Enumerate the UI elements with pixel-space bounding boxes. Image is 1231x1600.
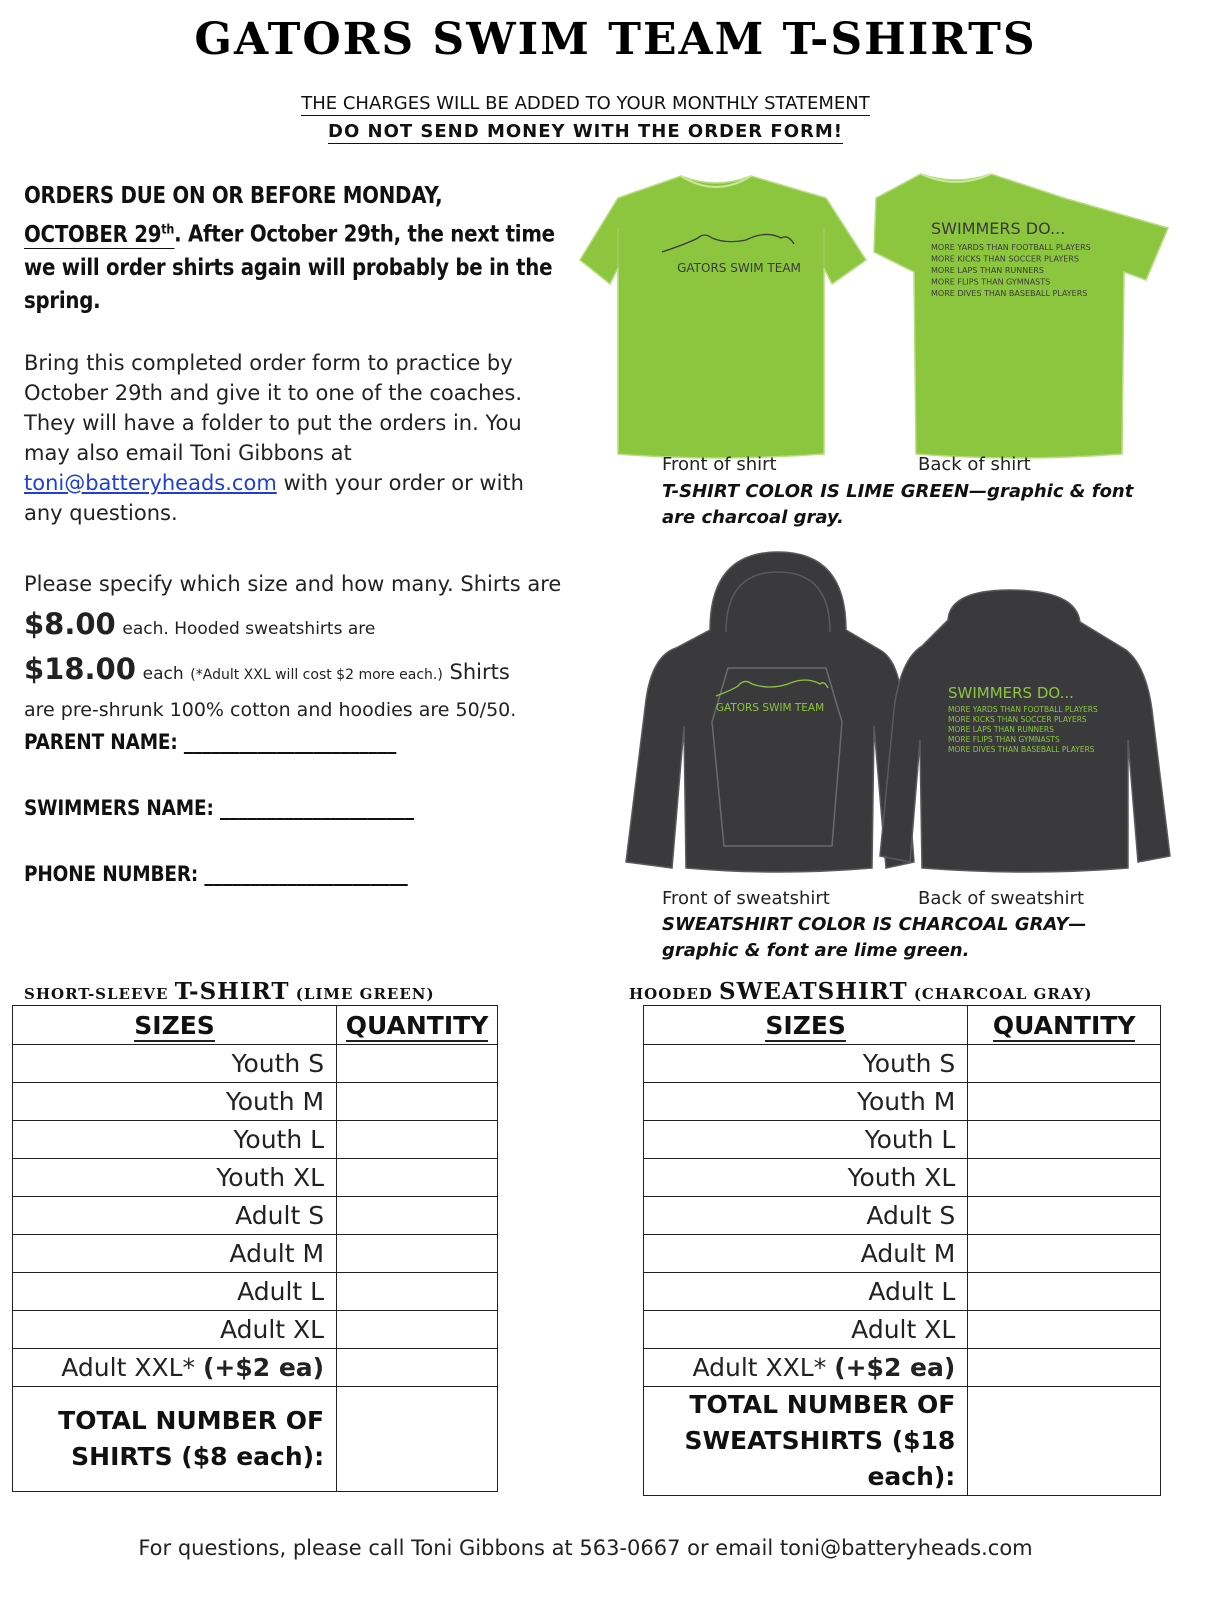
quantity-header <box>968 1006 1161 1045</box>
table-row <box>644 1349 1161 1387</box>
tshirt-illustration <box>576 168 1176 460</box>
tshirt-back-image <box>874 174 1168 458</box>
tshirt-back-line: MORE YARDS THAN FOOTBALL PLAYERS <box>931 243 1091 252</box>
tshirt-back-line: MORE LAPS THAN RUNNERS <box>931 266 1044 275</box>
pricing-part4: Shirts <box>449 660 510 684</box>
size-cell: Adult XL <box>13 1311 337 1349</box>
due-date-text: OCTOBER 29 <box>24 221 162 248</box>
quantity-cell[interactable] <box>337 1159 498 1197</box>
size-cell-xxl <box>13 1349 337 1387</box>
table-row <box>644 1311 1161 1349</box>
total-row <box>644 1387 1161 1496</box>
pricing-part5: are pre-shrunk 100% cotton and hoodies are 50/50. <box>24 699 517 721</box>
total-row <box>13 1387 498 1492</box>
table-row <box>13 1083 498 1121</box>
sweatshirt-color-note-2: graphic & font are lime green. <box>662 940 970 961</box>
sweatshirt-back-title: SWIMMERS DO... <box>948 684 1074 702</box>
table-row <box>13 1235 498 1273</box>
due-date-sup: th <box>161 222 175 237</box>
tshirt-table-title <box>24 978 435 1005</box>
table-row <box>13 1045 498 1083</box>
quantity-cell[interactable] <box>968 1197 1161 1235</box>
tshirt-front-image <box>580 176 866 458</box>
table-row <box>644 1045 1161 1083</box>
quantity-cell[interactable] <box>968 1083 1161 1121</box>
tshirt-back-line: MORE DIVES THAN BASEBALL PLAYERS <box>931 289 1088 298</box>
quantity-cell[interactable] <box>968 1159 1161 1197</box>
size-cell: Adult L <box>644 1273 968 1311</box>
table-row <box>644 1273 1161 1311</box>
sizes-header-text: SIZES <box>765 1010 846 1040</box>
no-money-warning <box>0 121 1171 142</box>
size-cell: Youth M <box>644 1083 968 1121</box>
sweatshirt-back-caption: Back of sweatshirt <box>918 888 1084 909</box>
sweatshirt-back-line: MORE DIVES THAN BASEBALL PLAYERS <box>948 745 1095 754</box>
size-cell: Adult S <box>644 1197 968 1235</box>
quantity-cell[interactable] <box>337 1235 498 1273</box>
size-cell: Youth L <box>13 1121 337 1159</box>
xxl-label: Adult XXL* <box>61 1353 203 1382</box>
total-label: TOTAL NUMBER OF SWEATSHIRTS ($18 each): <box>644 1387 968 1496</box>
tshirt-title-big: T-SHIRT <box>174 978 290 1005</box>
charges-note <box>0 93 1171 114</box>
size-cell: Youth M <box>13 1083 337 1121</box>
page-title: GATORS SWIM TEAM T-SHIRTS <box>194 14 1037 65</box>
table-row <box>644 1197 1161 1235</box>
size-cell: Youth L <box>644 1121 968 1159</box>
tshirt-title-part2: (LIME GREEN) <box>289 985 435 1003</box>
size-cell-xxl <box>644 1349 968 1387</box>
sizes-header-text: SIZES <box>134 1010 215 1040</box>
sweatshirt-order-table <box>643 1005 1161 1496</box>
tshirt-front-caption: Front of shirt <box>662 454 777 475</box>
sweatshirt-front-caption: Front of sweatshirt <box>662 888 830 909</box>
sweatshirt-color-note <box>662 912 1162 964</box>
tshirt-back-line: MORE KICKS THAN SOCCER PLAYERS <box>931 254 1079 264</box>
quantity-cell[interactable] <box>337 1349 498 1387</box>
table-header-row <box>644 1006 1161 1045</box>
sweatshirt-table-title <box>629 978 1093 1005</box>
total-quantity-cell[interactable] <box>968 1387 1161 1496</box>
sweatshirt-back-line: MORE KICKS THAN SOCCER PLAYERS <box>948 715 1087 724</box>
parent-name-line: _______________________ <box>183 730 397 754</box>
tshirt-order-table <box>12 1005 498 1492</box>
sweatshirt-title-part1: HOODED <box>629 985 719 1003</box>
xxl-extra-label: (+$2 ea) <box>202 1353 325 1382</box>
tshirt-title-part1: SHORT-SLEEVE <box>24 985 175 1003</box>
charges-text: THE CHARGES WILL BE ADDED TO YOUR MONTHLY STATEMENT <box>301 93 870 114</box>
total-label: TOTAL NUMBER OF SHIRTS ($8 each): <box>13 1387 337 1492</box>
sweatshirt-illustration <box>620 550 1180 880</box>
sweatshirt-title-part2: (CHARCOAL GRAY) <box>907 985 1093 1003</box>
sweatshirt-front-image <box>626 552 914 872</box>
quantity-cell[interactable] <box>968 1349 1161 1387</box>
footer-contact: For questions, please call Toni Gibbons at 563-0667 or email toni@batteryheads.com <box>138 1536 1033 1560</box>
quantity-header-text: QUANTITY <box>345 1010 489 1040</box>
tshirt-back-line: MORE FLIPS THAN GYMNASTS <box>931 277 1051 287</box>
table-row <box>13 1311 498 1349</box>
quantity-cell[interactable] <box>337 1273 498 1311</box>
xxl-label: Adult XXL* <box>692 1353 835 1382</box>
sweatshirt-back-line: MORE YARDS THAN FOOTBALL PLAYERS <box>948 705 1098 714</box>
size-cell: Youth S <box>644 1045 968 1083</box>
xxl-note: (*Adult XXL will cost $2 more each.) <box>190 667 443 683</box>
sweatshirt-title-big: SWEATSHIRT <box>718 978 908 1005</box>
quantity-cell[interactable] <box>968 1121 1161 1159</box>
instructions-after: with your order or with any questions. <box>24 471 524 525</box>
quantity-header <box>337 1006 498 1045</box>
due-date-notice <box>24 180 564 318</box>
email-link[interactable]: toni@batteryheads.com <box>24 471 277 495</box>
quantity-header-text: QUANTITY <box>992 1010 1136 1040</box>
size-cell: Adult L <box>13 1273 337 1311</box>
table-row <box>644 1159 1161 1197</box>
quantity-cell[interactable] <box>337 1121 498 1159</box>
swimmer-name-field[interactable] <box>24 796 414 820</box>
table-row <box>13 1349 498 1387</box>
size-cell: Adult M <box>13 1235 337 1273</box>
due-line1: ORDERS DUE ON OR BEFORE MONDAY, <box>24 183 443 209</box>
sweatshirt-back-line: MORE LAPS THAN RUNNERS <box>948 725 1054 734</box>
swimmer-name-line: _____________________ <box>219 796 414 820</box>
sweatshirt-color-note-1: SWEATSHIRT COLOR IS CHARCOAL GRAY— <box>662 914 1087 935</box>
sizes-header <box>13 1006 337 1045</box>
swimmer-name-label: SWIMMERS NAME: <box>24 796 214 820</box>
table-row <box>13 1159 498 1197</box>
quantity-cell[interactable] <box>968 1045 1161 1083</box>
quantity-cell[interactable] <box>337 1045 498 1083</box>
sweatshirt-back-line: MORE FLIPS THAN GYMNASTS <box>948 735 1060 744</box>
pricing-paragraph <box>24 564 569 725</box>
instructions-paragraph <box>24 348 564 528</box>
quantity-cell[interactable] <box>968 1235 1161 1273</box>
size-cell: Adult M <box>644 1235 968 1273</box>
size-cell: Youth XL <box>13 1159 337 1197</box>
tshirt-color-note: T-SHIRT COLOR IS LIME GREEN—graphic & font are charcoal gray. <box>662 481 1134 528</box>
table-row <box>644 1121 1161 1159</box>
due-rest: . After October 29th, the next time we will order shirts again will probably be in the spring. <box>24 221 555 314</box>
due-date <box>24 222 174 249</box>
phone-number-line: ______________________ <box>204 862 408 886</box>
tshirt-back-caption: Back of shirt <box>918 454 1031 475</box>
total-quantity-cell[interactable] <box>337 1387 498 1492</box>
size-cell: Youth XL <box>644 1159 968 1197</box>
quantity-cell[interactable] <box>337 1197 498 1235</box>
pricing-part1: Please specify which size and how many. Shirts are <box>24 572 562 596</box>
table-row <box>13 1197 498 1235</box>
no-money-text: DO NOT SEND MONEY WITH THE ORDER FORM! <box>328 121 843 142</box>
sizes-header <box>644 1006 968 1045</box>
pricing-part2: each. Hooded sweatshirts are <box>122 619 376 639</box>
phone-number-field[interactable] <box>24 862 408 886</box>
quantity-cell[interactable] <box>337 1083 498 1121</box>
table-row <box>644 1083 1161 1121</box>
size-cell: Adult XL <box>644 1311 968 1349</box>
phone-number-label: PHONE NUMBER: <box>24 862 199 886</box>
shirt-price: $8.00 <box>24 607 116 641</box>
quantity-cell[interactable] <box>968 1311 1161 1349</box>
sweatshirt-front-text: GATORS SWIM TEAM <box>715 702 825 714</box>
pricing-part3: each <box>142 664 184 684</box>
quantity-cell[interactable] <box>337 1311 498 1349</box>
size-cell: Adult S <box>13 1197 337 1235</box>
size-cell: Youth S <box>13 1045 337 1083</box>
parent-name-label: PARENT NAME: <box>24 730 178 754</box>
quantity-cell[interactable] <box>968 1273 1161 1311</box>
instructions-text: Bring this completed order form to practice by October 29th and give it to one of the coaches. They will have a folder to put the orders in. You may also email Toni Gibbons at <box>24 351 522 465</box>
sweatshirt-back-image <box>880 590 1170 872</box>
xxl-extra-label: (+$2 ea) <box>834 1353 956 1382</box>
hoodie-price: $18.00 <box>24 652 136 686</box>
table-header-row <box>13 1006 498 1045</box>
table-row <box>13 1121 498 1159</box>
tshirt-back-title: SWIMMERS DO... <box>931 219 1066 238</box>
parent-name-field[interactable] <box>24 730 396 754</box>
table-row <box>644 1235 1161 1273</box>
table-row <box>13 1273 498 1311</box>
tshirt-front-text: GATORS SWIM TEAM <box>677 261 801 275</box>
